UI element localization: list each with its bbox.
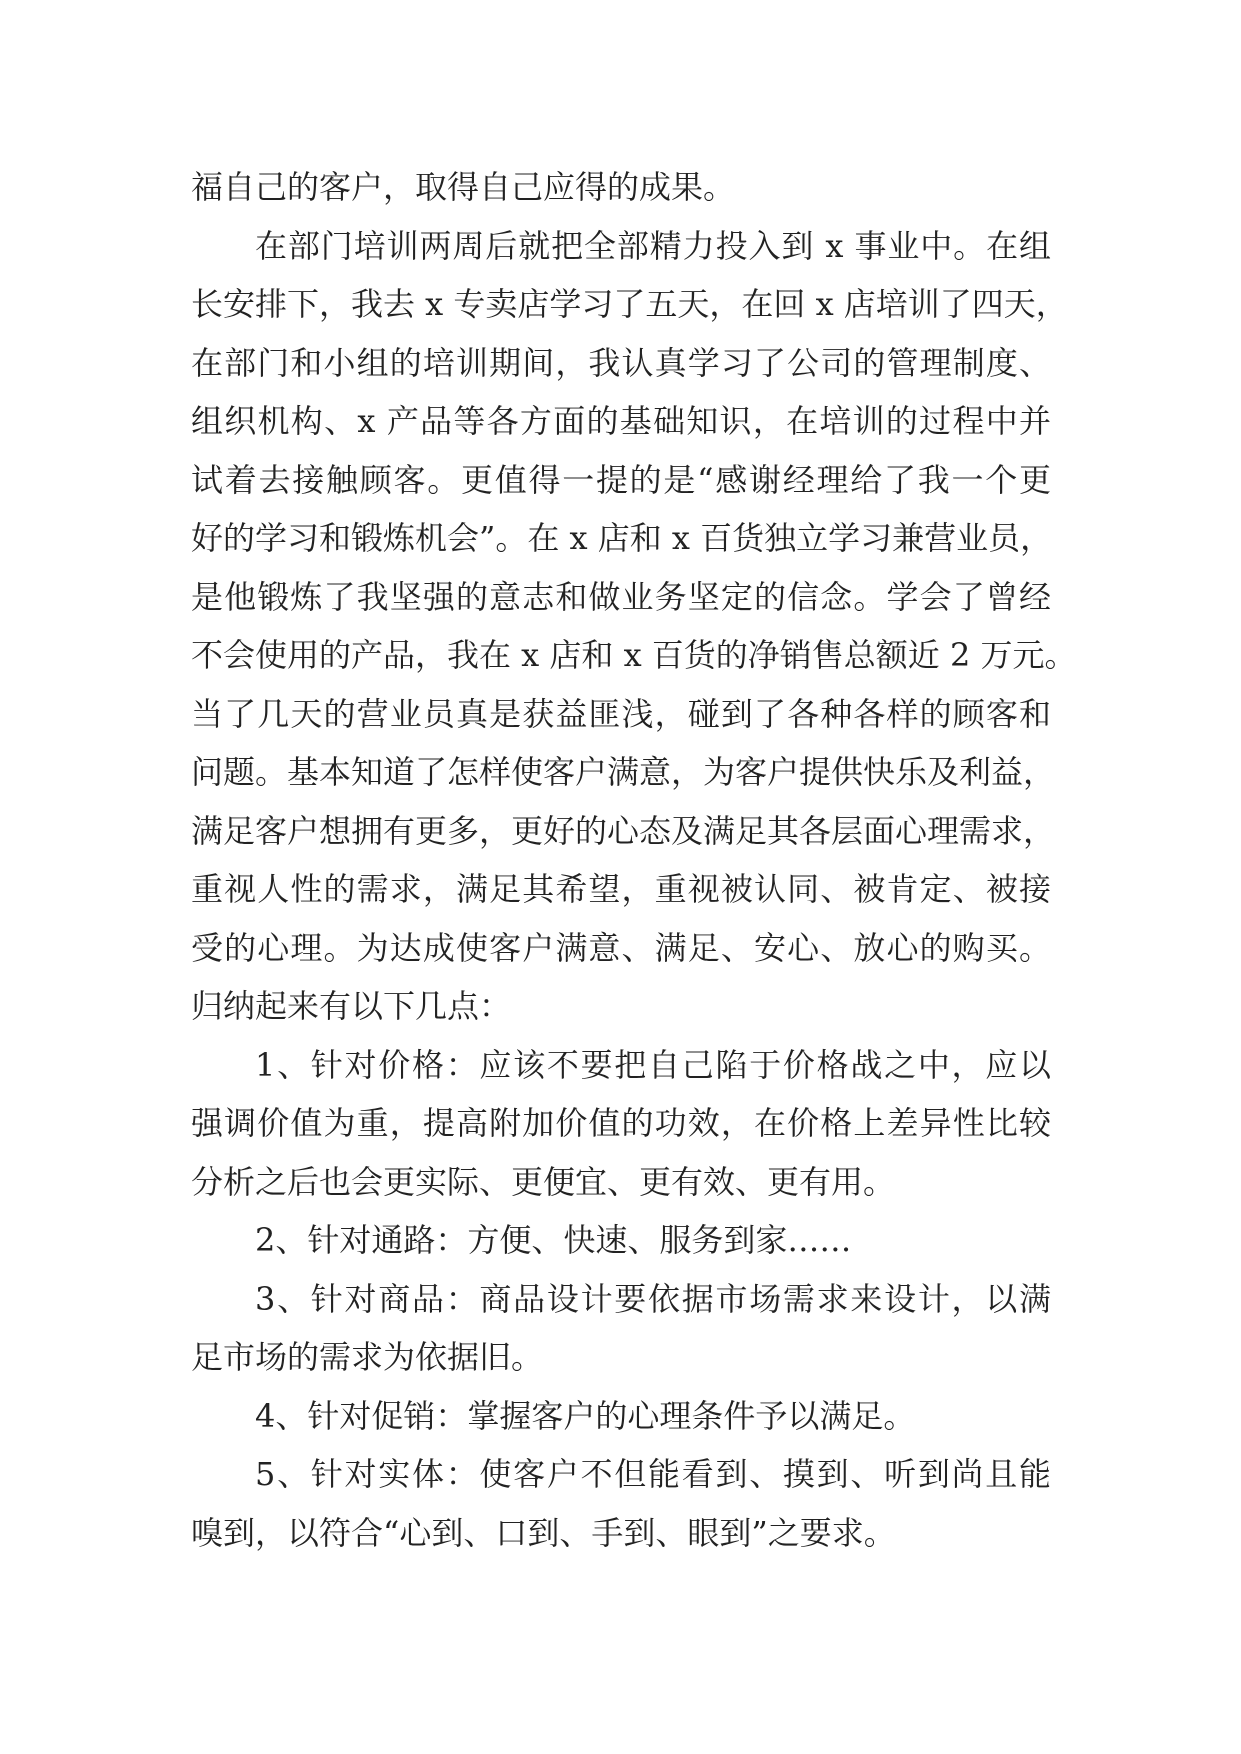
list-item-channel	[191, 1211, 1051, 1270]
text-line: 长安排下，我去 x 专卖店学习了五天，在回 x 店培训了四天，	[191, 285, 1068, 323]
text-line: 问题。基本知道了怎样使客户满意，为客户提供快乐及利益，	[191, 753, 1056, 791]
list-item-entity	[191, 1445, 1051, 1562]
text-line: 在部门和小组的培训期间，我认真学习了公司的管理制度、	[191, 343, 1051, 382]
text-line: 试着去接触顾客。更值得一提的是“感谢经理给了我一个更	[191, 460, 1051, 499]
text-line: 分析之后也会更实际、更便宜、更有效、更有用。	[191, 1162, 896, 1201]
paragraph-continuation	[191, 158, 1051, 217]
list-item-promotion	[191, 1387, 1051, 1446]
text-line: 福自己的客户，取得自己应得的成果。	[191, 168, 736, 206]
text-line: 强调价值为重，提高附加价值的功效，在价格上差异性比较	[191, 1104, 1051, 1142]
paragraph-training-experience	[191, 217, 1077, 1036]
document-body	[191, 158, 1077, 1562]
text-line: 5、针对实体：使客户不但能看到、摸到、听到尚且能	[255, 1455, 1051, 1493]
text-line: 1、针对价格：应该不要把自己陷于价格战之中，应以	[255, 1045, 1051, 1084]
text-line: 当了几天的营业员真是获益匪浅，碰到了各种各样的顾客和	[191, 694, 1051, 733]
text-line: 受的心理。为达成使客户满意、满足、安心、放心的购买。	[191, 928, 1051, 967]
text-line: 嗅到，以符合“心到、口到、手到、眼到”之要求。	[191, 1513, 896, 1552]
text-line: 组织机构、x 产品等各方面的基础知识，在培训的过程中并	[191, 402, 1051, 440]
text-line: 足市场的需求为依据旧。	[191, 1338, 544, 1376]
text-line: 不会使用的产品，我在 x 店和 x 百货的净销售总额近 2 万元。	[191, 636, 1077, 674]
text-line: 重视人性的需求，满足其希望，重视被认同、被肯定、被接	[191, 870, 1051, 908]
text-line: 是他锻炼了我坚强的意志和做业务坚定的信念。学会了曾经	[191, 577, 1051, 616]
text-line: 归纳起来有以下几点：	[191, 987, 512, 1025]
text-line: 在部门培训两周后就把全部精力投入到 x 事业中。在组	[255, 226, 1051, 265]
text-line: 2、针对通路：方便、快速、服务到家……	[255, 1221, 852, 1259]
list-item-price	[191, 1036, 1051, 1212]
text-line: 4、针对促销：掌握客户的心理条件予以满足。	[255, 1396, 916, 1435]
text-line: 满足客户想拥有更多，更好的心态及满足其各层面心理需求，	[191, 811, 1056, 850]
text-line: 好的学习和锻炼机会”。在 x 店和 x 百货独立学习兼营业员，	[191, 519, 1053, 557]
list-item-product	[191, 1270, 1051, 1387]
text-line: 3、针对商品：商品设计要依据市场需求来设计，以满	[255, 1279, 1051, 1318]
